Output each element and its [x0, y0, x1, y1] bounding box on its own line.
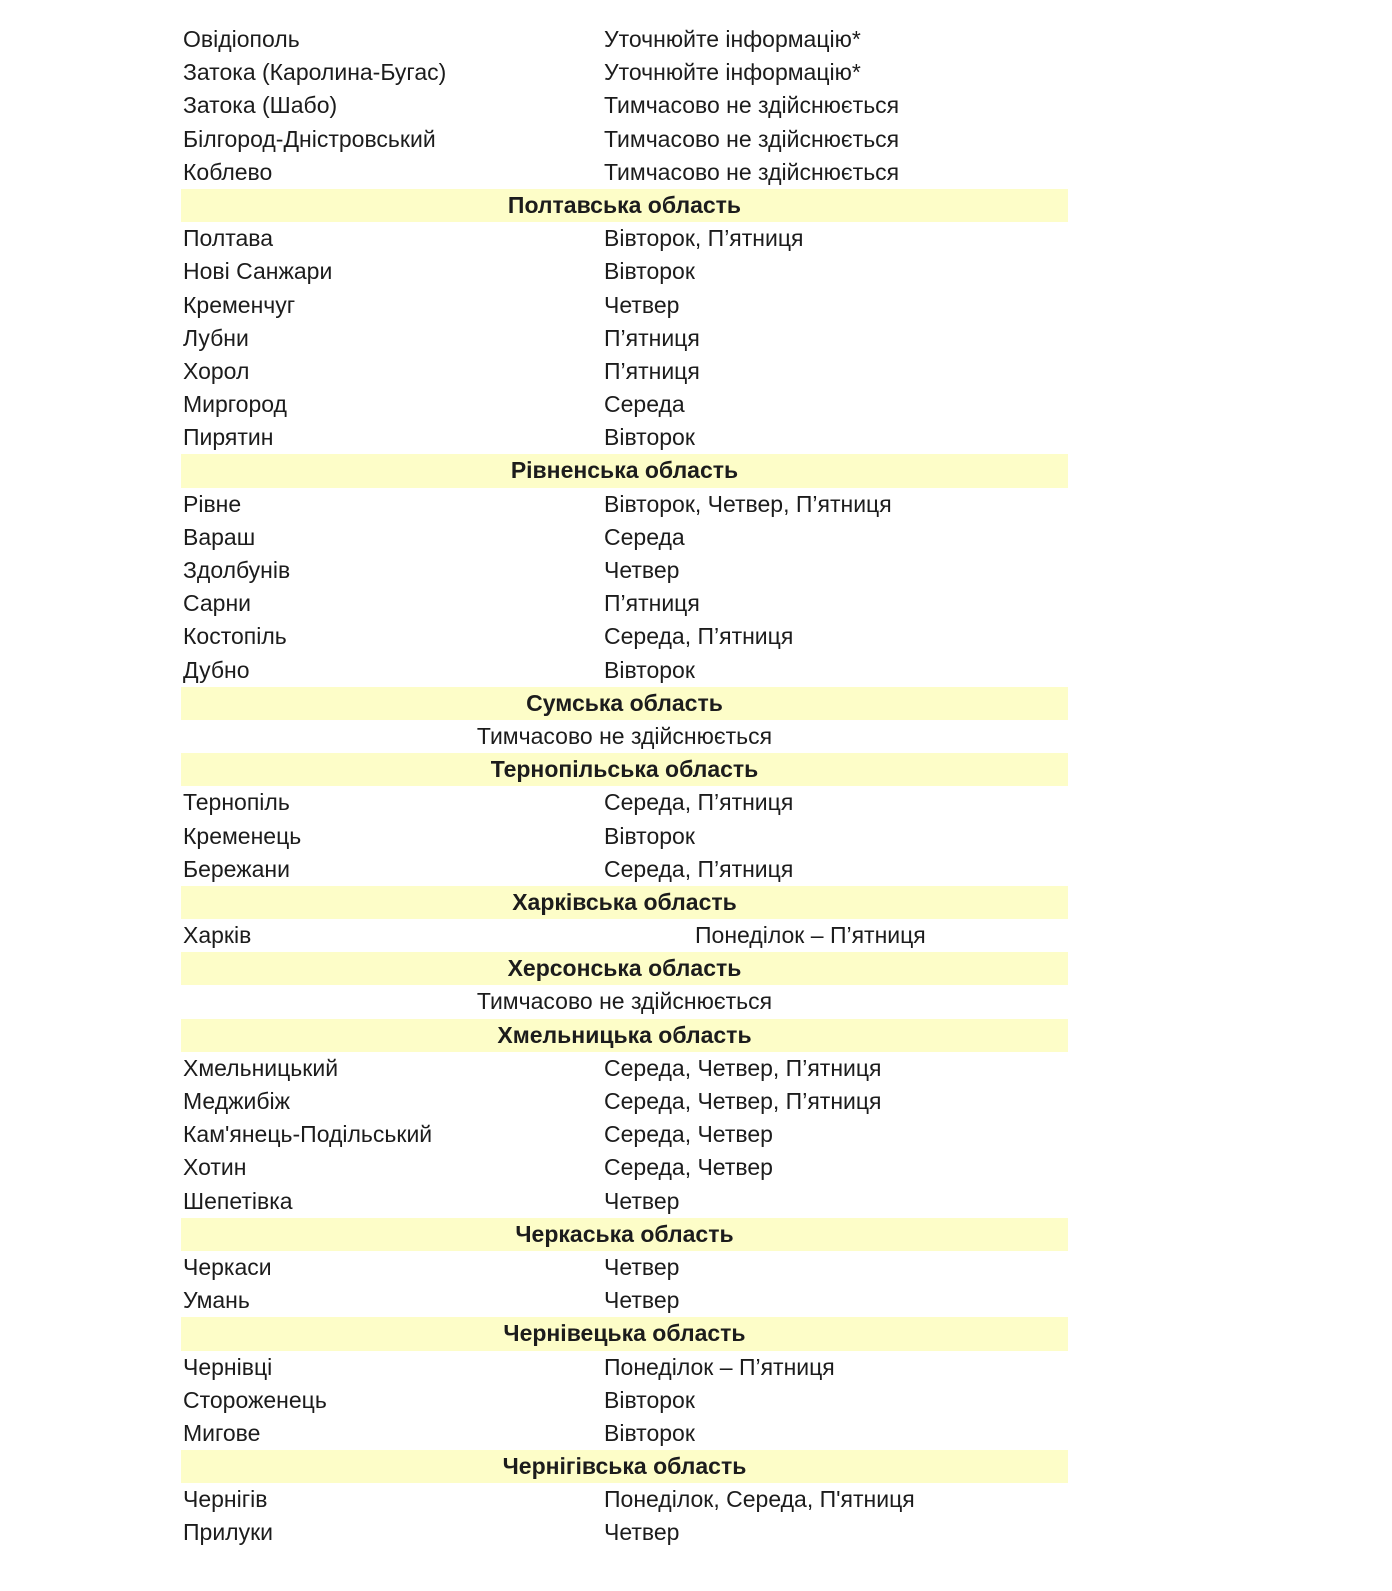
city-name: Нові Санжари	[183, 258, 333, 285]
city-name: Затока (Каролина-Бугас)	[183, 59, 447, 86]
city-name: Вараш	[183, 523, 256, 550]
city-name: Кам'янець-Подільський	[183, 1121, 433, 1148]
delivery-days: Уточнюйте інформацію*	[604, 26, 861, 52]
city-name: Коблево	[183, 158, 273, 185]
city-name: Костопіль	[183, 623, 287, 650]
city-name: Хотин	[183, 1154, 247, 1181]
table-row	[181, 388, 1068, 421]
table-row	[181, 1118, 1068, 1151]
delivery-days: Четвер	[604, 557, 680, 583]
delivery-days: Середа, Четвер, П’ятниця	[604, 1054, 882, 1081]
delivery-days: Середа, Четвер, П’ятниця	[604, 1088, 882, 1114]
table-row	[181, 1516, 1068, 1549]
region-header: Сумська область	[181, 687, 1068, 720]
delivery-days: Понеділок – П’ятниця	[604, 1353, 835, 1380]
delivery-days: Четвер	[604, 1253, 680, 1280]
delivery-days: Четвер	[604, 1287, 680, 1314]
delivery-days: Четвер	[604, 1187, 680, 1214]
city-name: Меджибіж	[183, 1088, 291, 1114]
table-row	[181, 853, 1068, 886]
delivery-days: Тимчасово не здійснюється	[604, 158, 900, 185]
city-name: Шепетівка	[183, 1187, 293, 1214]
table-row	[181, 1085, 1068, 1118]
table-row	[181, 620, 1068, 653]
city-name: Умань	[183, 1287, 250, 1314]
region-header: Чернігівська область	[181, 1450, 1068, 1483]
city-name: Затока (Шабо)	[183, 92, 338, 119]
table-row	[181, 820, 1068, 853]
region-header: Рівненська область	[181, 454, 1068, 487]
table-row	[181, 255, 1068, 288]
city-name: Сарни	[183, 590, 252, 617]
city-name: Кременчуг	[183, 291, 296, 318]
table-row	[181, 587, 1068, 620]
city-name: Черкаси	[183, 1253, 272, 1280]
city-name: Полтава	[183, 225, 274, 252]
table-row	[181, 786, 1068, 819]
city-name: Здолбунів	[183, 557, 291, 583]
delivery-days: Вівторок	[604, 822, 695, 849]
region-note: Тимчасово не здійснюється	[476, 988, 773, 1015]
delivery-days: Середа, П’ятниця	[604, 623, 794, 650]
city-name: Рівне	[183, 490, 242, 517]
delivery-days: Четвер	[604, 291, 680, 318]
region-header: Полтавська область	[181, 189, 1068, 222]
delivery-days: Понеділок, Середа, П'ятниця	[604, 1486, 915, 1513]
delivery-days: Четвер	[604, 1519, 680, 1546]
city-name: Тернопіль	[183, 789, 290, 816]
delivery-days: Середа, П’ятниця	[604, 855, 794, 882]
table-row	[181, 488, 1068, 521]
delivery-days: П’ятниця	[604, 324, 700, 351]
city-name: Миргород	[183, 391, 287, 418]
schedule-table	[181, 23, 1068, 1550]
delivery-days: Середа, Четвер	[604, 1154, 773, 1181]
table-row	[181, 1351, 1068, 1384]
region-note: Тимчасово не здійснюється	[476, 722, 773, 749]
table-row	[181, 322, 1068, 355]
table-row	[181, 289, 1068, 322]
table-row	[181, 89, 1068, 122]
delivery-days: Вівторок	[604, 424, 695, 451]
city-name: Хорол	[183, 357, 250, 384]
delivery-days: Вівторок	[604, 258, 695, 285]
city-name: Чернігів	[183, 1486, 268, 1513]
city-name: Кременець	[183, 822, 302, 849]
table-row	[181, 222, 1068, 255]
city-name: Бережани	[183, 855, 290, 882]
table-row	[181, 1251, 1068, 1284]
table-row	[181, 521, 1068, 554]
city-name: Лубни	[183, 324, 249, 351]
region-header: Чернівецька область	[181, 1317, 1068, 1350]
city-name: Стороженець	[183, 1386, 327, 1413]
table-row	[181, 123, 1068, 156]
table-row	[181, 421, 1068, 454]
region-header: Черкаська область	[181, 1218, 1068, 1251]
table-row	[181, 1151, 1068, 1184]
table-row	[181, 1384, 1068, 1417]
city-name: Дубно	[183, 656, 250, 683]
city-name: Харків	[183, 922, 252, 949]
table-row	[181, 1284, 1068, 1317]
city-name: Прилуки	[183, 1519, 274, 1546]
city-name: Чернівці	[183, 1353, 273, 1380]
region-header: Херсонська область	[181, 952, 1068, 985]
city-name: Білгород-Дністровський	[183, 125, 436, 152]
delivery-days: П’ятниця	[604, 357, 700, 384]
city-name: Хмельницький	[183, 1054, 339, 1081]
delivery-days: Середа, Четвер	[604, 1121, 773, 1148]
delivery-days: Уточнюйте інформацію*	[604, 59, 861, 86]
delivery-days: Середа, П’ятниця	[604, 789, 794, 816]
table-row	[181, 1483, 1068, 1516]
table-row	[181, 56, 1068, 89]
delivery-days: П’ятниця	[604, 590, 700, 617]
table-row	[181, 1052, 1068, 1085]
city-name: Мигове	[183, 1419, 261, 1446]
table-row	[181, 1185, 1068, 1218]
delivery-days: Тимчасово не здійснюється	[604, 92, 900, 119]
region-header: Харківська область	[181, 886, 1068, 919]
region-header: Хмельницька область	[181, 1019, 1068, 1052]
city-name: Пирятин	[183, 424, 274, 451]
table-row	[181, 355, 1068, 388]
delivery-days: Понеділок – П’ятниця	[695, 922, 926, 949]
delivery-days: Вівторок, Четвер, П’ятниця	[604, 490, 892, 517]
table-row	[181, 156, 1068, 189]
table-row	[181, 654, 1068, 687]
table-row	[181, 1417, 1068, 1450]
table-row	[181, 919, 1068, 952]
delivery-days: Вівторок	[604, 1419, 695, 1446]
delivery-days: Середа	[604, 391, 685, 418]
table-row	[181, 23, 1068, 56]
delivery-days: Середа	[604, 523, 685, 550]
region-header: Тернопільська область	[181, 753, 1068, 786]
delivery-days: Вівторок	[604, 1386, 695, 1413]
delivery-days: Вівторок, П’ятниця	[604, 225, 804, 252]
delivery-days: Тимчасово не здійснюється	[604, 125, 900, 152]
delivery-days: Вівторок	[604, 656, 695, 683]
table-row	[181, 554, 1068, 587]
city-name: Овідіополь	[183, 26, 300, 52]
